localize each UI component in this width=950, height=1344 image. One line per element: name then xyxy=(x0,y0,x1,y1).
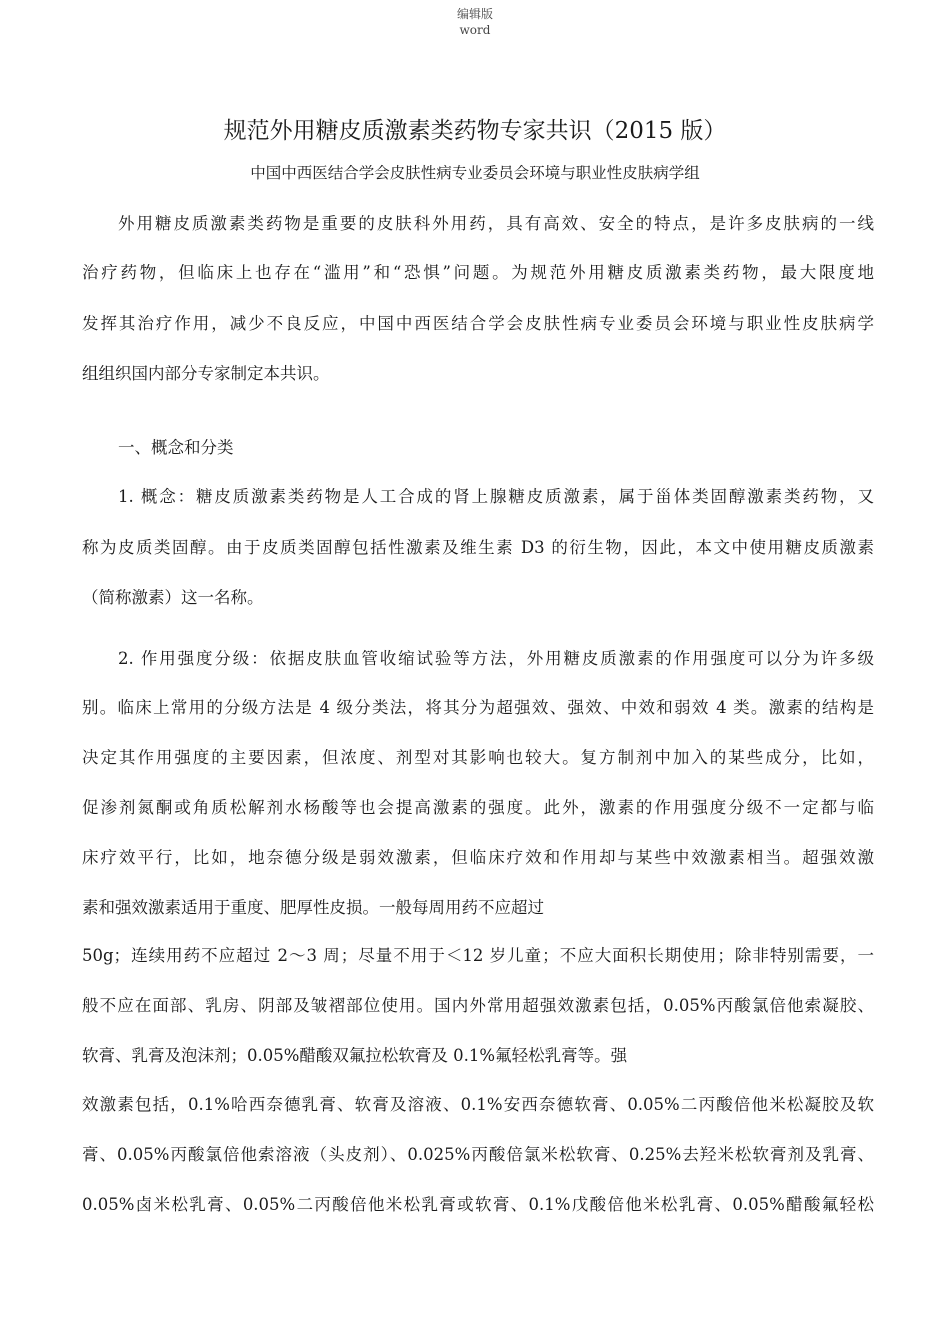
text-line: 组组织国内部分专家制定本共识。 xyxy=(82,364,330,383)
section-heading: 一、概念和分类 xyxy=(118,438,234,457)
text-line: 1. 概念：糖皮质激素类药物是人工合成的肾上腺糖皮质激素，属于甾体类固醇激素类药物，又 xyxy=(118,487,874,506)
header-sublabel: word xyxy=(459,23,491,37)
text-line: 治疗药物，但临床上也存在“滥用”和“恐惧”问题。为规范外用糖皮质激素类药物，最大限度地 xyxy=(82,263,874,282)
text-line: 2. 作用强度分级：依据皮肤血管收缩试验等方法，外用糖皮质激素的作用强度可以分为许多级 xyxy=(118,649,874,668)
text-line: 别。临床上常用的分级方法是 4 级分类法，将其分为超强效、强效、中效和弱效 4 类。激素的结构是 xyxy=(82,698,874,717)
text-line: （简称激素）这一名称。 xyxy=(82,588,264,607)
text-line: 决定其作用强度的主要因素，但浓度、剂型对其影响也较大。复方制剂中加入的某些成分，比如， xyxy=(82,748,874,767)
text-line: 发挥其治疗作用，减少不良反应，中国中西医结合学会皮肤性病专业委员会环境与职业性皮肤病学 xyxy=(82,314,874,333)
text-line: 0.05%卤米松乳膏、0.05%二丙酸倍他米松乳膏或软膏、0.1%戊酸倍他米松乳膏、0.05%醋酸氟轻松 xyxy=(82,1195,874,1214)
page-header xyxy=(0,6,950,38)
text-line: 般不应在面部、乳房、阴部及皱褶部位使用。国内外常用超强效激素包括，0.05%丙酸氯倍他索凝胶、 xyxy=(82,996,874,1015)
text-line: 膏、0.05%丙酸氯倍他索溶液（头皮剂）、0.025%丙酸倍氯米松软膏、0.25%去羟米松软膏剂及乳膏、 xyxy=(82,1145,874,1164)
text-line: 外用糖皮质激素类药物是重要的皮肤科外用药，具有高效、安全的特点，是许多皮肤病的一线 xyxy=(118,214,874,233)
text-line: 效激素包括，0.1%哈西奈德乳膏、软膏及溶液、0.1%安西奈德软膏、0.05%二丙酸倍他米松凝胶及软 xyxy=(82,1095,874,1114)
text-line: 称为皮质类固醇。由于皮质类固醇包括性激素及维生素 D3 的衍生物，因此，本文中使用糖皮质激素 xyxy=(82,538,874,557)
document-title: 规范外用糖皮质激素类药物专家共识（2015 版） xyxy=(223,118,727,144)
text-line: 软膏、乳膏及泡沫剂；0.05%醋酸双氟拉松软膏及 0.1%氟轻松乳膏等。强 xyxy=(82,1046,628,1065)
text-line: 床疗效平行，比如，地奈德分级是弱效激素，但临床疗效和作用却与某些中效激素相当。超强效激 xyxy=(82,848,874,867)
text-line: 50g；连续用药不应超过 2～3 周；尽量不用于＜12 岁儿童；不应大面积长期使用；除非特别需要，一 xyxy=(82,946,874,965)
document-subtitle: 中国中西医结合学会皮肤性病专业委员会环境与职业性皮肤病学组 xyxy=(250,164,700,182)
text-line: 促渗剂氮酮或角质松解剂水杨酸等也会提高激素的强度。此外，激素的作用强度分级不一定都与临 xyxy=(82,798,874,817)
text-line: 素和强效激素适用于重度、肥厚性皮损。一般每周用药不应超过 xyxy=(82,898,544,917)
header-label: 编辑版 xyxy=(456,7,493,21)
